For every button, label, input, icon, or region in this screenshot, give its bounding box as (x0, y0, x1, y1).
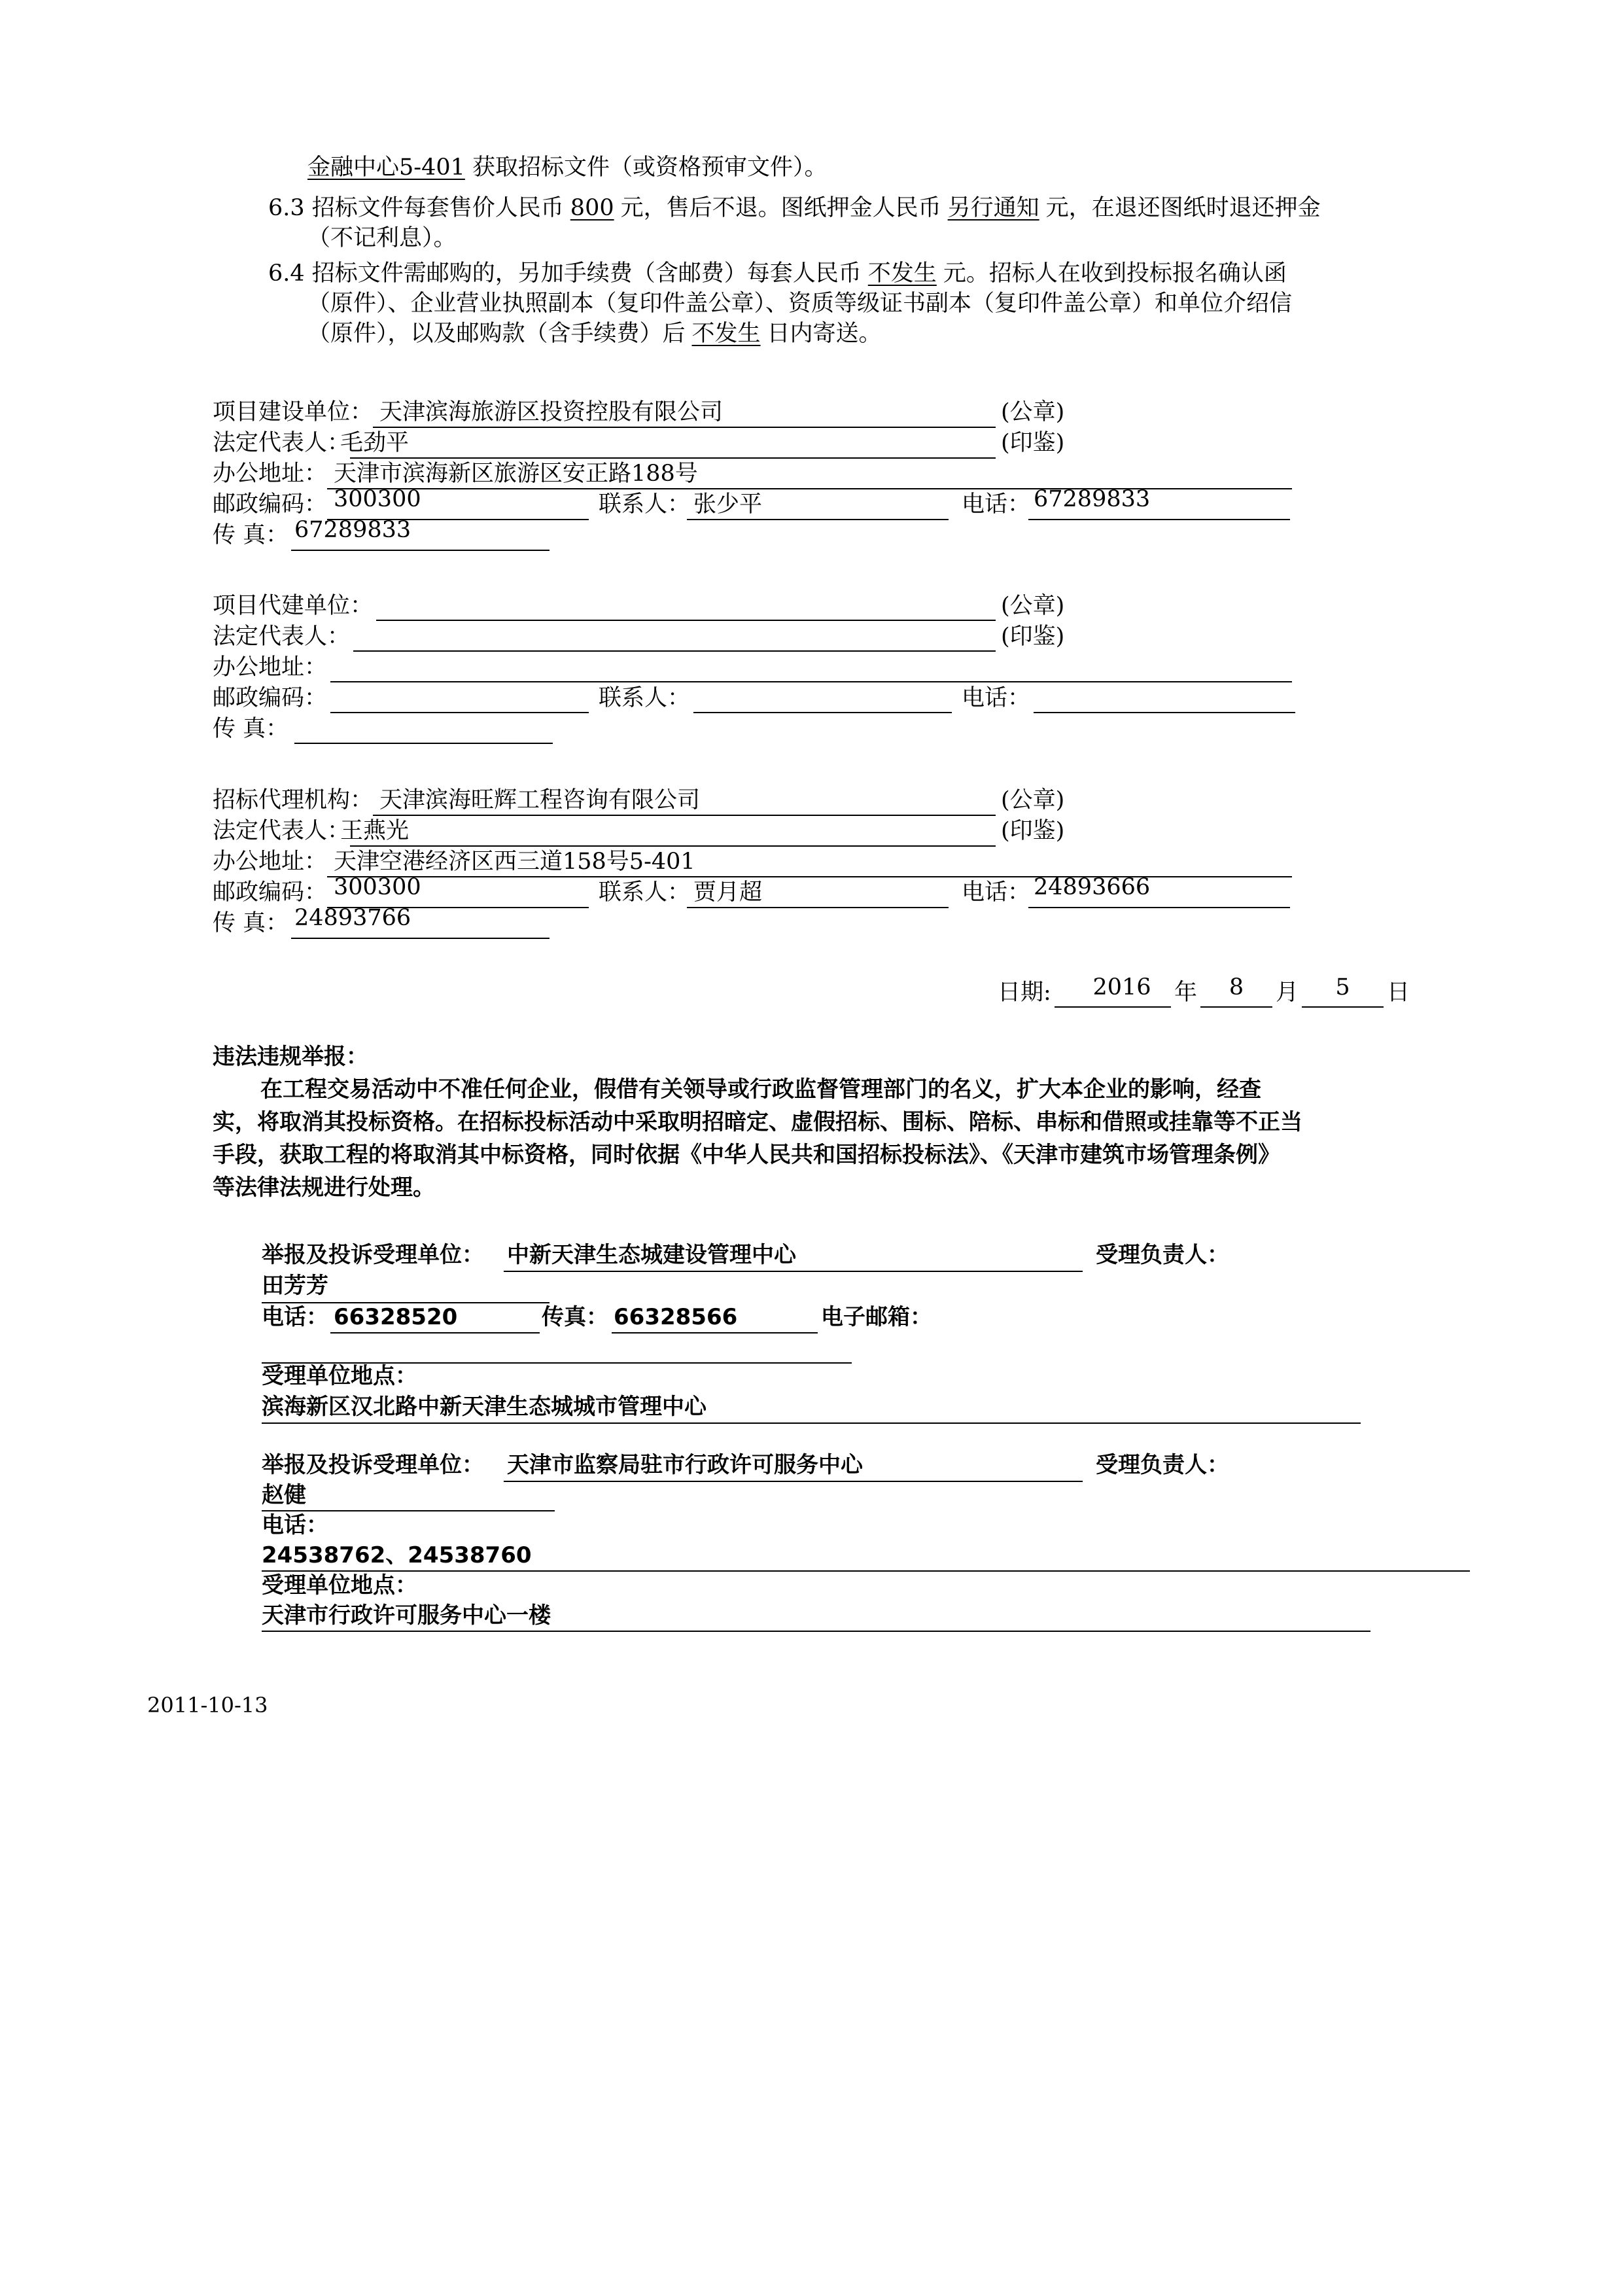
c1-unit-line (504, 1271, 1083, 1272)
c1-fax-line (612, 1332, 818, 1333)
owner-seal: (公章) (1001, 399, 1065, 425)
agency-phone-value: 24893666 (1034, 874, 1151, 900)
agency-rep-label: 法定代表人： (213, 818, 351, 844)
c1-phone-value: 66328520 (334, 1304, 458, 1330)
owner-phone-line (1028, 519, 1290, 520)
agency-addr-label: 办公地址： (213, 849, 328, 875)
item-6-3 (268, 193, 1321, 223)
c1-unit-label: 举报及投诉受理单位： (262, 1242, 484, 1268)
footer-date: 2011-10-13 (147, 1693, 268, 1718)
agency-fax-line (291, 938, 550, 939)
item63-line2: （不记利息）。 (307, 225, 457, 251)
date-month-line (1200, 1006, 1272, 1008)
owner-zip-label: 邮政编码： (213, 491, 328, 518)
builder-rep-line (353, 650, 996, 652)
owner-unit-line (373, 427, 996, 428)
c1-phone-line (330, 1332, 540, 1333)
c1-fax-value: 66328566 (614, 1304, 738, 1330)
owner-rep-value: 毛劲平 (340, 430, 410, 456)
builder-unit-line (376, 620, 996, 621)
owner-addr-value: 天津市滨海新区旅游区安正路188号 (334, 461, 698, 487)
item64-line3-a: （原件），以及邮购款（含手续费）后 (307, 321, 686, 347)
section6-line1 (307, 152, 828, 183)
item63-prefix: 6.3 招标文件每套售价人民币 (268, 195, 564, 221)
owner-contact-line (687, 519, 949, 520)
builder-zip-line (330, 712, 589, 713)
builder-contact-label: 联系人： (599, 685, 691, 711)
agency-stamp: (印鉴) (1001, 818, 1065, 844)
item-6-4 (268, 258, 1287, 289)
line1-rest: 获取招标文件（或资格预审文件）。 (472, 154, 828, 181)
owner-stamp: (印鉴) (1001, 430, 1065, 456)
c2-unit-line (504, 1481, 1083, 1482)
date-day: 5 (1335, 974, 1350, 1000)
date-year-unit: 年 (1174, 980, 1198, 1006)
c2-location-label: 受理单位地点： (262, 1572, 417, 1598)
agency-unit-line (373, 815, 996, 816)
c2-unit-label: 举报及投诉受理单位： (262, 1452, 484, 1478)
agency-zip-label: 邮政编码： (213, 879, 328, 906)
c1-unit-value: 中新天津生态城建设管理中心 (507, 1242, 796, 1268)
builder-unit-label: 项目代建单位： (213, 593, 374, 619)
c2-person-label: 受理负责人： (1096, 1452, 1229, 1478)
agency-zip-value: 300300 (334, 874, 421, 900)
c1-location-line (262, 1422, 1361, 1424)
report-line3: 手段，获取工程的将取消其中标资格，同时依据《中华人民共和国招标投标法》、《天津市建筑市场管理条例》 (213, 1142, 1280, 1168)
owner-unit-label: 项目建设单位： (213, 399, 374, 425)
owner-zip-value: 300300 (334, 486, 421, 512)
c1-email-label: 电子邮箱： (821, 1304, 932, 1330)
c1-person-value: 田芳芳 (262, 1273, 328, 1299)
builder-contact-line (693, 712, 952, 713)
builder-phone-line (1034, 712, 1295, 713)
item64-prefix: 6.4 招标文件需邮购的，另加手续费（含邮费）每套人民币 (268, 260, 862, 287)
owner-rep-label: 法定代表人： (213, 430, 351, 456)
owner-contact-value: 张少平 (693, 491, 763, 518)
item64-line3-b: 日内寄送。 (767, 321, 882, 347)
agency-addr-value: 天津空港经济区西三道158号5-401 (334, 849, 695, 875)
agency-fax-label: 传 真： (213, 910, 289, 936)
c1-person-label: 受理负责人： (1096, 1242, 1229, 1268)
c2-phone-label: 电话： (262, 1512, 328, 1538)
date-day-unit: 日 (1387, 980, 1410, 1006)
item63-tail: 元，在退还图纸时退还押金 (1045, 195, 1321, 221)
owner-fax-label: 传 真： (213, 522, 289, 548)
line1-underlined: 金融中心5-401 (307, 154, 465, 181)
builder-addr-line (330, 681, 1292, 682)
item63-deposit: 另行通知 (947, 195, 1039, 221)
report-line1: 在工程交易活动中不准任何企业，假借有关领导或行政监督管理部门的名义，扩大本企业的影响，经查 (260, 1076, 1261, 1103)
owner-contact-label: 联系人： (599, 491, 691, 518)
builder-zip-label: 邮政编码： (213, 685, 328, 711)
date-year: 2016 (1092, 974, 1151, 1000)
c1-fax-label: 传真： (542, 1304, 608, 1330)
agency-phone-label: 电话： (962, 879, 1031, 906)
c2-location-line (262, 1631, 1370, 1632)
item63-price: 800 (570, 195, 614, 221)
builder-addr-label: 办公地址： (213, 654, 328, 680)
builder-phone-label: 电话： (962, 685, 1031, 711)
c1-location-label: 受理单位地点： (262, 1363, 417, 1389)
agency-unit-value: 天津滨海旺辉工程咨询有限公司 (379, 787, 701, 813)
c2-person-value: 赵健 (262, 1482, 306, 1508)
agency-rep-value: 王燕光 (340, 818, 410, 844)
report-line2: 实，将取消其投标资格。在招标投标活动中采取明招暗定、虚假招标、围标、陪标、串标和借照或挂靠等不正当 (213, 1109, 1302, 1135)
date-month-unit: 月 (1276, 980, 1299, 1006)
owner-fax-line (291, 550, 550, 551)
builder-seal: (公章) (1001, 593, 1065, 619)
c2-phone-line (262, 1570, 1470, 1572)
c2-location-value: 天津市行政许可服务中心一楼 (262, 1602, 551, 1629)
owner-fax-value: 67289833 (294, 517, 411, 543)
c1-phone-label: 电话： (262, 1304, 328, 1330)
item64-fee: 不发生 (867, 260, 937, 287)
item64-tail: 元。招标人在收到投标报名确认函 (943, 260, 1287, 287)
builder-rep-label: 法定代表人： (213, 624, 351, 650)
owner-unit-value: 天津滨海旅游区投资控股有限公司 (379, 399, 724, 425)
item64-line3 (307, 319, 882, 349)
builder-fax-label: 传 真： (213, 716, 289, 742)
agency-contact-line (687, 907, 949, 908)
owner-phone-value: 67289833 (1034, 486, 1151, 512)
builder-fax-line (294, 743, 553, 744)
agency-contact-value: 贾月超 (693, 879, 763, 906)
item63-mid: 元，售后不退。图纸押金人民币 (620, 195, 941, 221)
owner-addr-label: 办公地址： (213, 461, 328, 487)
date-month: 8 (1229, 974, 1244, 1000)
item64-line2: （原件）、企业营业执照副本（复印件盖公章）、资质等级证书副本（复印件盖公章）和单位介绍信 (307, 291, 1293, 317)
c1-location-value: 滨海新区汉北路中新天津生态城城市管理中心 (262, 1394, 707, 1420)
date-year-line (1055, 1006, 1171, 1008)
c2-unit-value: 天津市监察局驻市行政许可服务中心 (507, 1452, 863, 1478)
owner-phone-label: 电话： (962, 491, 1031, 518)
agency-phone-line (1028, 907, 1290, 908)
builder-stamp: (印鉴) (1001, 624, 1065, 650)
c2-phone-value: 24538762、24538760 (262, 1542, 532, 1568)
agency-seal: (公章) (1001, 787, 1065, 813)
agency-unit-label: 招标代理机构： (213, 787, 374, 813)
item64-days: 不发生 (691, 321, 761, 347)
date-day-line (1302, 1006, 1384, 1008)
report-title: 违法违规举报： (213, 1044, 368, 1070)
report-line4: 等法律法规进行处理。 (213, 1174, 435, 1201)
agency-contact-label: 联系人： (599, 879, 691, 906)
agency-fax-value: 24893766 (294, 905, 411, 931)
date-label: 日期: (998, 980, 1051, 1006)
